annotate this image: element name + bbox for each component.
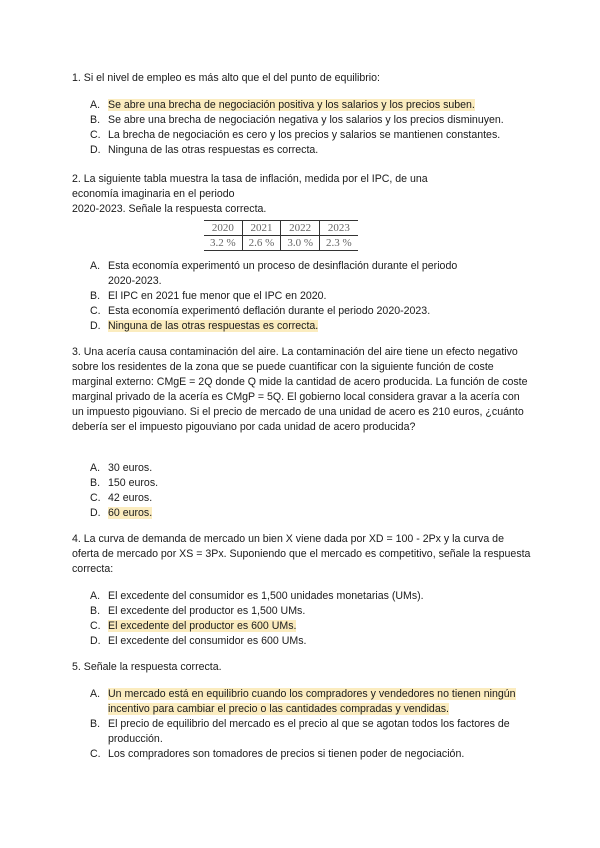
- question-5-text: 5. Señale la respuesta correcta.: [72, 661, 222, 673]
- rate-cell: 3.2 %: [204, 236, 242, 251]
- question-3-text: 3. Una acería causa contaminación del aire. La contaminación del aire tiene un efecto negativo sobre los residentes de la zona que se puede cuantificar con la siguiente función de coste marginal externo: CMgE = 2Q donde Q mide la cantidad de acero producida. La función de coste marginal privado de la acería es CMgP = 5Q. El gobierno local considera gravar a la acería con un impuesto pigouviano. Si el precio de mercado de una unidad de acero es 210 euros, ¿cuánto debería ser el impuesto pigouviano por cada unidad de acero producida?: [72, 346, 528, 433]
- option-5a[interactable]: A. Un mercado está en equilibrio cuando los compradores y vendedores no tienen ningún incentivo para cambiar el precio o las cantidades compradas y vendidas.: [90, 688, 516, 715]
- option-3d[interactable]: D. 60 euros.: [90, 507, 153, 519]
- option-3c[interactable]: C. 42 euros.: [90, 492, 153, 504]
- option-3b[interactable]: B. 150 euros.: [90, 477, 159, 489]
- year-cell: 2023: [320, 221, 358, 236]
- rate-cell: 2.3 %: [320, 236, 358, 251]
- option-1c[interactable]: C. La brecha de negociación es cero y los precios y salarios se mantienen constantes.: [90, 129, 501, 141]
- question-4-options: [90, 589, 535, 649]
- option-4c[interactable]: C. El excedente del productor es 600 UMs.: [90, 620, 297, 632]
- option-2b[interactable]: B. El IPC en 2021 fue menor que el IPC en 2020.: [90, 290, 327, 302]
- rate-cell: 3.0 %: [281, 236, 320, 251]
- option-2d[interactable]: D. Ninguna de las otras respuestas es correcta.: [90, 320, 319, 332]
- option-3a[interactable]: A. 30 euros.: [90, 462, 153, 474]
- question-2-text: 2. La siguiente tabla muestra la tasa de inflación, medida por el IPC, de una economía imaginaria en el periodo: [72, 173, 428, 200]
- option-4a[interactable]: A. El excedente del consumidor es 1,500 unidades monetarias (UMs).: [90, 590, 424, 602]
- inflation-table: [204, 220, 358, 251]
- year-cell: 2020: [204, 221, 242, 236]
- option-1b[interactable]: B. Se abre una brecha de negociación negativa y los salarios y los precios disminuyen.: [90, 114, 504, 126]
- question-1-text: 1. Si el nivel de empleo es más alto que el del punto de equilibrio:: [72, 72, 380, 84]
- question-5-options: [90, 687, 520, 762]
- option-5c[interactable]: C. Los compradores son tomadores de precios si tienen poder de negociación.: [90, 748, 465, 760]
- year-cell: 2021: [242, 221, 281, 236]
- question-2-text-line2: 2020-2023. Señale la respuesta correcta.: [72, 203, 267, 215]
- option-1a[interactable]: A. Se abre una brecha de negociación positiva y los salarios y los precios suben.: [90, 99, 475, 111]
- question-1-options: [90, 98, 535, 158]
- inflation-table-years-row: [204, 221, 358, 236]
- rate-cell: 2.6 %: [242, 236, 281, 251]
- option-2a[interactable]: A. Esta economía experimentó un proceso de desinflación durante el periodo 2020-2023.: [90, 260, 458, 287]
- question-2-options: [90, 259, 475, 334]
- option-5b[interactable]: B. El precio de equilibrio del mercado es el precio al que se agotan todos los factores de producción.: [90, 718, 510, 745]
- option-4b[interactable]: B. El excedente del productor es 1,500 UMs.: [90, 605, 306, 617]
- option-1d[interactable]: D. Ninguna de las otras respuestas es correcta.: [90, 144, 319, 156]
- question-3-options: [90, 461, 535, 521]
- option-4d[interactable]: D. El excedente del consumidor es 600 UMs.: [90, 635, 307, 647]
- year-cell: 2022: [281, 221, 320, 236]
- question-4-text: 4. La curva de demanda de mercado un bien X viene dada por XD = 100 - 2Px y la curva de oferta de mercado por XS = 3Px. Suponiendo que el mercado es competitivo, señale la respuesta correcta:: [72, 533, 531, 575]
- inflation-table-rates-row: [204, 236, 358, 251]
- option-2c[interactable]: C. Esta economía experimentó deflación durante el periodo 2020-2023.: [90, 305, 431, 317]
